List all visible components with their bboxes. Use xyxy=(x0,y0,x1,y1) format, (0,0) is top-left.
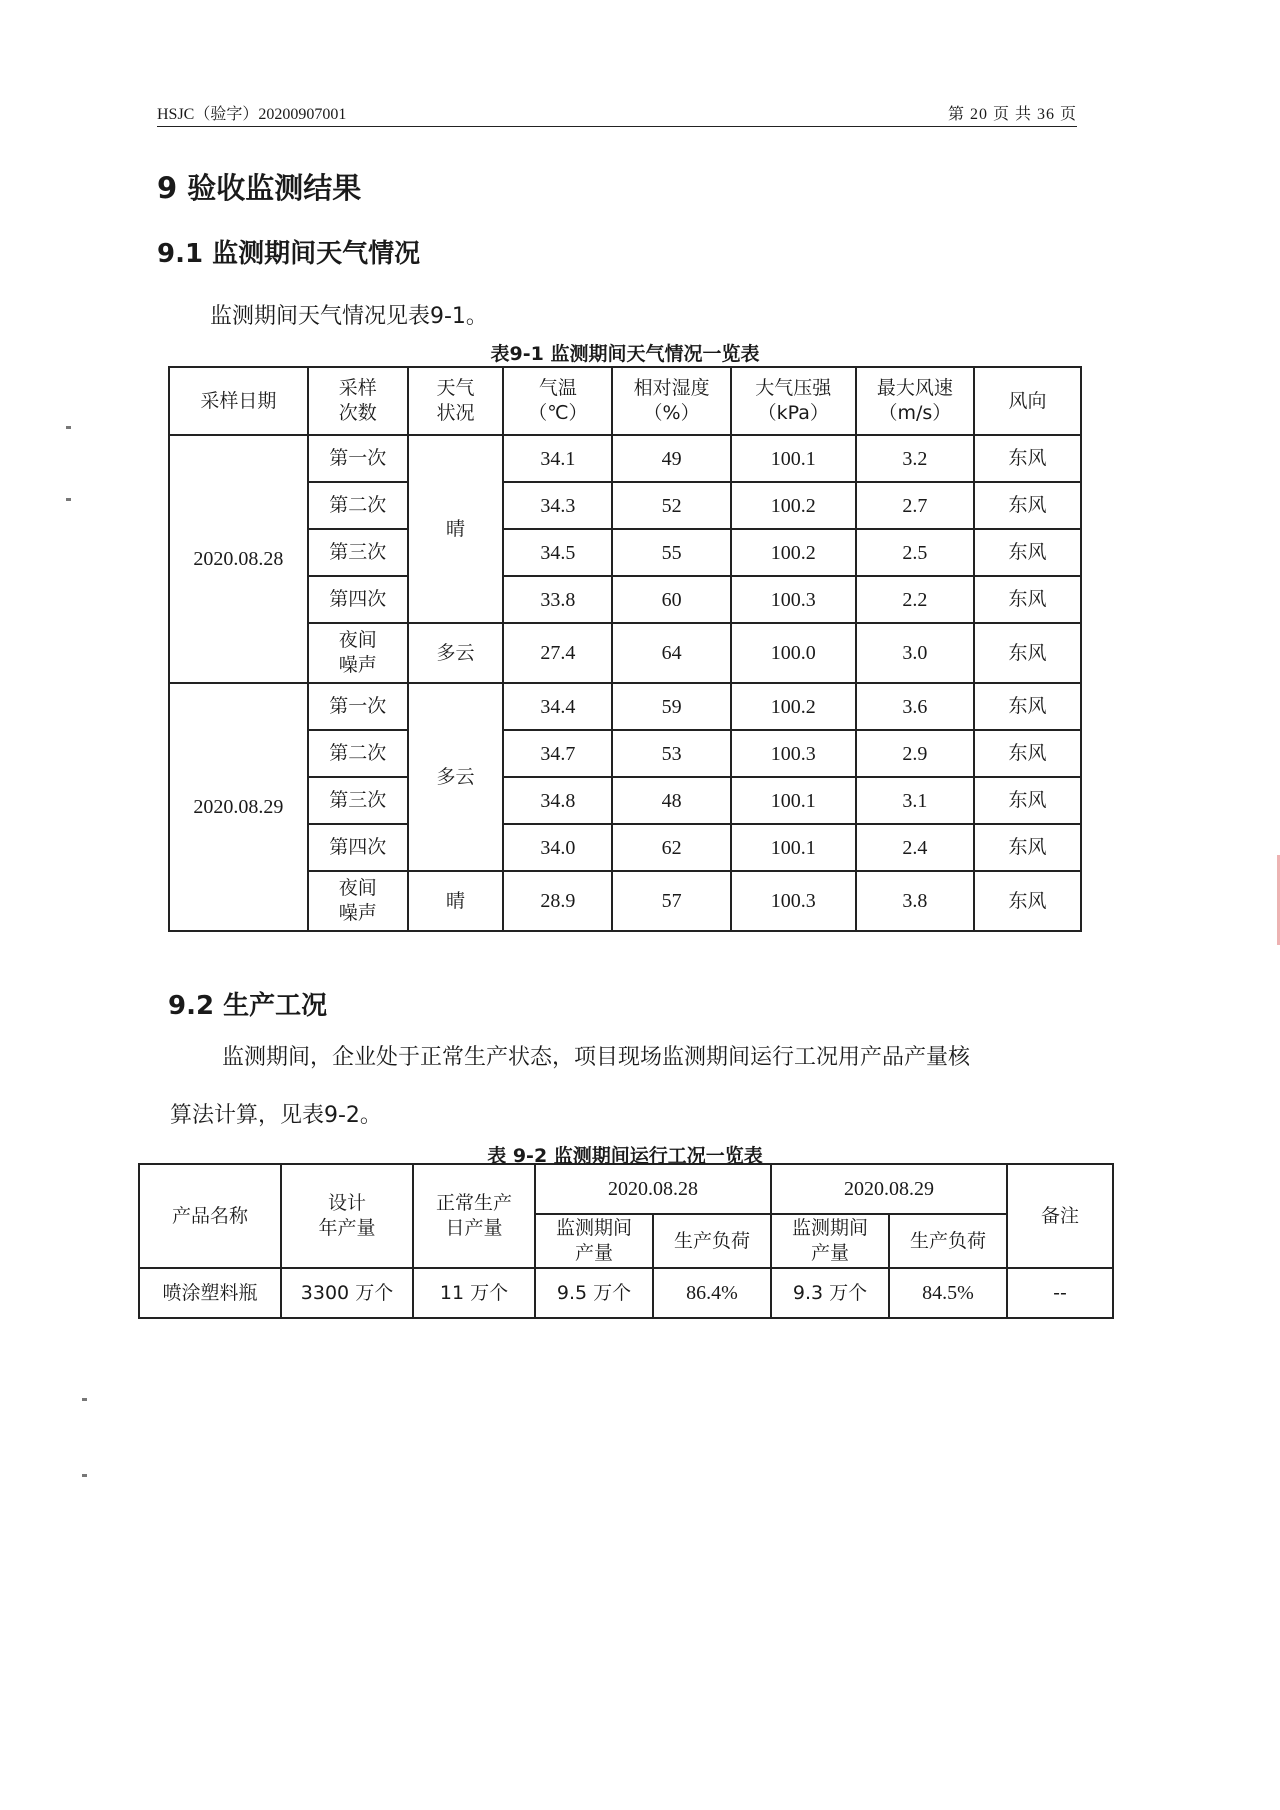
header-line: （kPa） xyxy=(757,402,829,424)
pressure-cell: 100.3 xyxy=(731,730,856,777)
page-header xyxy=(157,104,1077,127)
humidity-cell: 60 xyxy=(612,576,730,623)
wind-speed-cell: 2.2 xyxy=(856,576,974,623)
section-title: 9 验收监测结果 xyxy=(157,171,362,205)
temperature-cell: 34.8 xyxy=(503,777,612,824)
header-line: 设计 xyxy=(327,1192,366,1215)
header-sample-times xyxy=(308,367,408,435)
humidity-cell: 49 xyxy=(612,435,730,482)
weather-table-caption: 表9-1 监测期间天气情况一览表 xyxy=(490,343,760,365)
header-date-2: 2020.08.29 xyxy=(771,1164,1007,1214)
wind-speed-cell: 2.9 xyxy=(856,730,974,777)
weather-table-header-row xyxy=(169,367,1081,435)
header-line: （m/s） xyxy=(878,402,952,424)
times-cell: 第二次 xyxy=(308,730,408,777)
pressure-cell: 100.0 xyxy=(731,623,856,683)
times-line: 噪声 xyxy=(338,902,377,924)
header-line: 年产量 xyxy=(318,1217,376,1239)
product-name-cell: 喷涂塑料瓶 xyxy=(139,1268,281,1318)
wind-direction-cell: 东风 xyxy=(974,683,1081,730)
temperature-cell: 34.1 xyxy=(503,435,612,482)
header-line: 日产量 xyxy=(445,1217,503,1239)
monitor-output-cell-1: 9.5 万个 xyxy=(535,1268,653,1318)
header-line: 大气压强 xyxy=(755,377,832,400)
humidity-cell: 55 xyxy=(612,529,730,576)
monitor-output-cell-2: 9.3 万个 xyxy=(771,1268,889,1318)
header-line: （℃） xyxy=(528,402,588,424)
table-row xyxy=(169,435,1081,482)
operation-table xyxy=(138,1163,1114,1319)
scan-speck xyxy=(82,1398,87,1401)
pressure-cell: 100.2 xyxy=(731,482,856,529)
sample-date-cell: 2020.08.29 xyxy=(169,683,308,931)
temperature-cell: 34.0 xyxy=(503,824,612,871)
header-date-1: 2020.08.28 xyxy=(535,1164,771,1214)
humidity-cell: 57 xyxy=(612,871,730,931)
header-load-1: 生产负荷 xyxy=(653,1214,771,1268)
header-line: 相对湿度 xyxy=(633,377,710,400)
temperature-cell: 33.8 xyxy=(503,576,612,623)
load-cell-1: 86.4% xyxy=(653,1268,771,1318)
pressure-cell: 100.1 xyxy=(731,777,856,824)
weather-cell: 多云 xyxy=(408,683,504,871)
times-line: 夜间 xyxy=(338,629,377,652)
temperature-cell: 34.4 xyxy=(503,683,612,730)
weather-cell: 晴 xyxy=(408,871,504,931)
wind-direction-cell: 东风 xyxy=(974,576,1081,623)
wind-speed-cell: 3.8 xyxy=(856,871,974,931)
page-number: 第 20 页 共 36 页 xyxy=(947,106,1077,123)
header-temperature xyxy=(503,367,612,435)
wind-direction-cell: 东风 xyxy=(974,777,1081,824)
humidity-cell: 62 xyxy=(612,824,730,871)
wind-direction-cell: 东风 xyxy=(974,824,1081,871)
humidity-cell: 53 xyxy=(612,730,730,777)
pressure-cell: 100.2 xyxy=(731,529,856,576)
temperature-cell: 34.5 xyxy=(503,529,612,576)
header-wind-speed xyxy=(856,367,974,435)
sample-date-cell: 2020.08.28 xyxy=(169,435,308,683)
times-cell: 第四次 xyxy=(308,824,408,871)
weather-cell: 多云 xyxy=(408,623,504,683)
times-cell: 第一次 xyxy=(308,683,408,730)
header-line: 产量 xyxy=(574,1242,613,1264)
header-monitor-output-1 xyxy=(535,1214,653,1268)
header-line: 监测期间 xyxy=(555,1217,632,1240)
times-cell: 第三次 xyxy=(308,529,408,576)
header-line: 正常生产 xyxy=(435,1192,512,1215)
header-line: 天气 xyxy=(436,377,475,400)
wind-speed-cell: 2.4 xyxy=(856,824,974,871)
wind-speed-cell: 3.2 xyxy=(856,435,974,482)
wind-speed-cell: 3.0 xyxy=(856,623,974,683)
weather-table xyxy=(168,366,1082,932)
temperature-cell: 34.3 xyxy=(503,482,612,529)
pressure-cell: 100.1 xyxy=(731,824,856,871)
pressure-cell: 100.3 xyxy=(731,576,856,623)
design-output-cell: 3300 万个 xyxy=(281,1268,413,1318)
subsection-title-weather: 9.1 监测期间天气情况 xyxy=(157,239,421,269)
production-paragraph-line2: 算法计算，见表9-2。 xyxy=(170,1103,382,1128)
pressure-cell: 100.1 xyxy=(731,435,856,482)
header-daily-output xyxy=(413,1164,535,1268)
document-number: HSJC（验字）20200907001 xyxy=(157,106,347,123)
weather-cell: 晴 xyxy=(408,435,504,623)
header-line: （%） xyxy=(643,402,700,424)
pressure-cell: 100.2 xyxy=(731,683,856,730)
header-design-output xyxy=(281,1164,413,1268)
wind-speed-cell: 2.7 xyxy=(856,482,974,529)
daily-output-cell: 11 万个 xyxy=(413,1268,535,1318)
times-cell: 第二次 xyxy=(308,482,408,529)
wind-speed-cell: 2.5 xyxy=(856,529,974,576)
header-line: 采样 xyxy=(338,377,377,400)
scan-speck xyxy=(66,498,71,501)
wind-speed-cell: 3.1 xyxy=(856,777,974,824)
times-cell xyxy=(308,623,408,683)
header-monitor-output-2 xyxy=(771,1214,889,1268)
wind-direction-cell: 东风 xyxy=(974,623,1081,683)
header-line: 最大风速 xyxy=(876,377,953,400)
wind-direction-cell: 东风 xyxy=(974,730,1081,777)
header-product-name: 产品名称 xyxy=(139,1164,281,1268)
times-line: 夜间 xyxy=(338,877,377,900)
operation-table-header-row xyxy=(139,1164,1113,1214)
times-cell: 第三次 xyxy=(308,777,408,824)
header-weather xyxy=(408,367,504,435)
production-paragraph-line1: 监测期间，企业处于正常生产状态，项目现场监测期间运行工况用产品产量核 xyxy=(222,1045,971,1070)
header-load-2: 生产负荷 xyxy=(889,1214,1007,1268)
wind-direction-cell: 东风 xyxy=(974,529,1081,576)
header-line: 产量 xyxy=(810,1242,849,1264)
header-remark: 备注 xyxy=(1007,1164,1113,1268)
remark-cell: -- xyxy=(1007,1268,1113,1318)
header-humidity xyxy=(612,367,730,435)
wind-direction-cell: 东风 xyxy=(974,435,1081,482)
header-line: 状况 xyxy=(436,402,475,424)
pressure-cell: 100.3 xyxy=(731,871,856,931)
table-row xyxy=(169,683,1081,730)
wind-direction-cell: 东风 xyxy=(974,482,1081,529)
temperature-cell: 28.9 xyxy=(503,871,612,931)
wind-speed-cell: 3.6 xyxy=(856,683,974,730)
times-cell: 第一次 xyxy=(308,435,408,482)
scan-speck xyxy=(66,426,71,429)
scan-speck xyxy=(82,1474,87,1477)
header-wind-direction: 风向 xyxy=(974,367,1081,435)
humidity-cell: 59 xyxy=(612,683,730,730)
header-line: 次数 xyxy=(338,402,377,424)
header-line: 监测期间 xyxy=(791,1217,868,1240)
weather-paragraph: 监测期间天气情况见表9-1。 xyxy=(210,304,488,329)
load-cell-2: 84.5% xyxy=(889,1268,1007,1318)
temperature-cell: 27.4 xyxy=(503,623,612,683)
times-line: 噪声 xyxy=(338,654,377,676)
header-pressure xyxy=(731,367,856,435)
subsection-title-production: 9.2 生产工况 xyxy=(168,991,328,1021)
header-sample-date: 采样日期 xyxy=(169,367,308,435)
operation-table-caption: 表 9-2 监测期间运行工况一览表 xyxy=(487,1145,763,1167)
temperature-cell: 34.7 xyxy=(503,730,612,777)
times-cell: 第四次 xyxy=(308,576,408,623)
humidity-cell: 52 xyxy=(612,482,730,529)
humidity-cell: 48 xyxy=(612,777,730,824)
times-cell xyxy=(308,871,408,931)
header-line: 气温 xyxy=(538,377,577,400)
table-row xyxy=(139,1268,1113,1318)
wind-direction-cell: 东风 xyxy=(974,871,1081,931)
humidity-cell: 64 xyxy=(612,623,730,683)
